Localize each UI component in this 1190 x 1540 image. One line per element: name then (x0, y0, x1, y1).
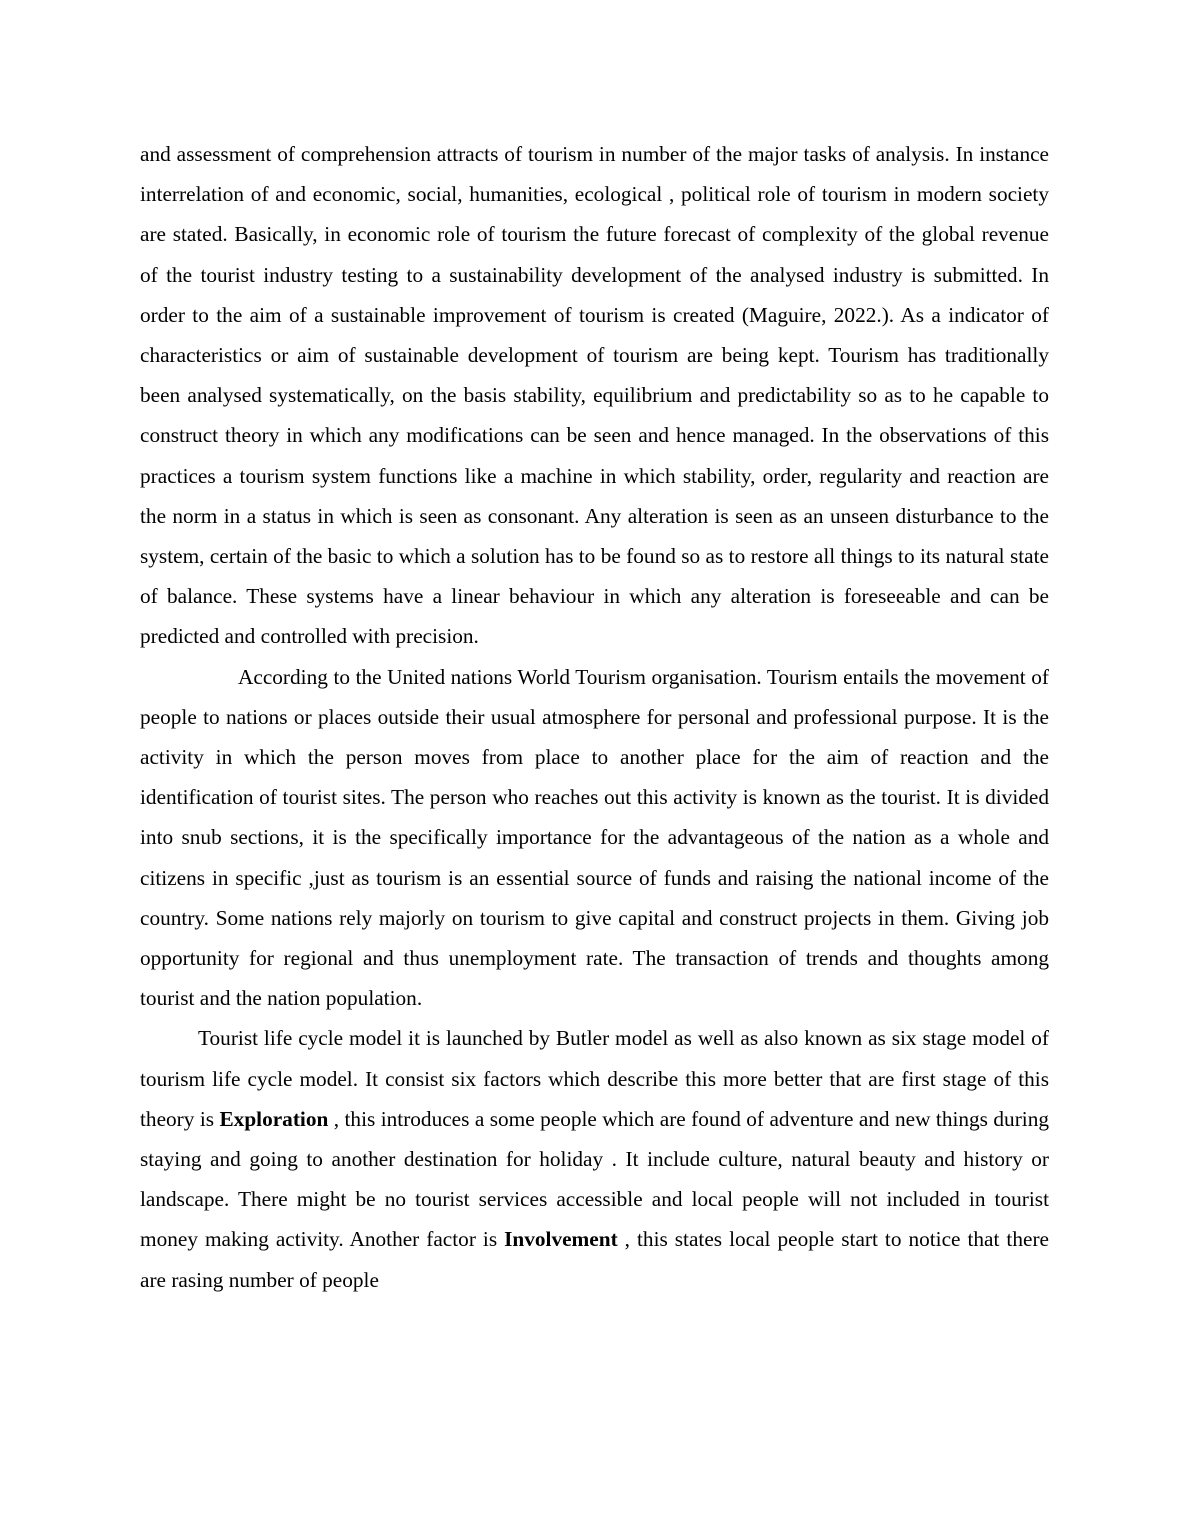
term-involvement: Involvement (504, 1227, 618, 1252)
paragraph-tourism-analysis: and assessment of comprehension attracts of tourism in number of the major tasks of analysis. In instance interrelation of and economic, social, humanities, ecological , political role of tourism in modern society are stated. Basically, in economic role of tourism the future forecast of complexity of the global revenue of the tourist industry testing to a sustainability development of the analysed industry is submitted. In order to the aim of a sustainable improvement of tourism is created (Maguire, 2022.). As a indicator of characteristics or aim of sustainable development of tourism are being kept. Tourism has traditionally been analysed systematically, on the basis stability, equilibrium and predictability so as to he capable to construct theory in which any modifications can be seen and hence managed. In the observations of this practices a tourism system functions like a machine in which stability, order, regularity and reaction are the norm in a status in which is seen as consonant. Any alteration is seen as an unseen disturbance to the system, certain of the basic to which a solution has to be found so as to restore all things to its natural state of balance. These systems have a linear behaviour in which any alteration is foreseeable and can be predicted and controlled with precision. (140, 142, 1049, 649)
life-cycle-text-part-1: Tourist life cycle model it is launched by Butler model as well as also known as six stage model of tourism life cycle model. It consist six factors which describe this more better that are first stage of this theory is (140, 1026, 1049, 1131)
document-body (140, 134, 1049, 1300)
term-exploration: Exploration (219, 1106, 329, 1131)
paragraph-unwto-definition: According to the United nations World Tourism organisation. Tourism entails the movement of people to nations or places outside their usual atmosphere for personal and professional purpose. It is the activity in which the person moves from place to another place for the aim of reaction and the identification of tourist sites. The person who reaches out this activity is known as the tourist. It is divided into snub sections, it is the specifically importance for the advantageous of the nation as a whole and citizens in specific ,just as tourism is an essential source of funds and raising the national income of the country. Some nations rely majorly on tourism to give capital and construct projects in them. Giving job opportunity for regional and thus unemployment rate. The transaction of trends and thoughts among tourist and the nation population. (140, 664, 1049, 1011)
life-cycle-text-part-3: , this states local people start to notice that there are rasing number of people (140, 1227, 1049, 1292)
paragraph-life-cycle-model (140, 1018, 1049, 1299)
life-cycle-text-part-2: , this introduces a some people which are found of adventure and new things during staying and going to another destination for holiday . It include culture, natural beauty and history or landscape. There might be no tourist services accessible and local people will not included in tourist money making activity. Another factor is (140, 1106, 1049, 1252)
